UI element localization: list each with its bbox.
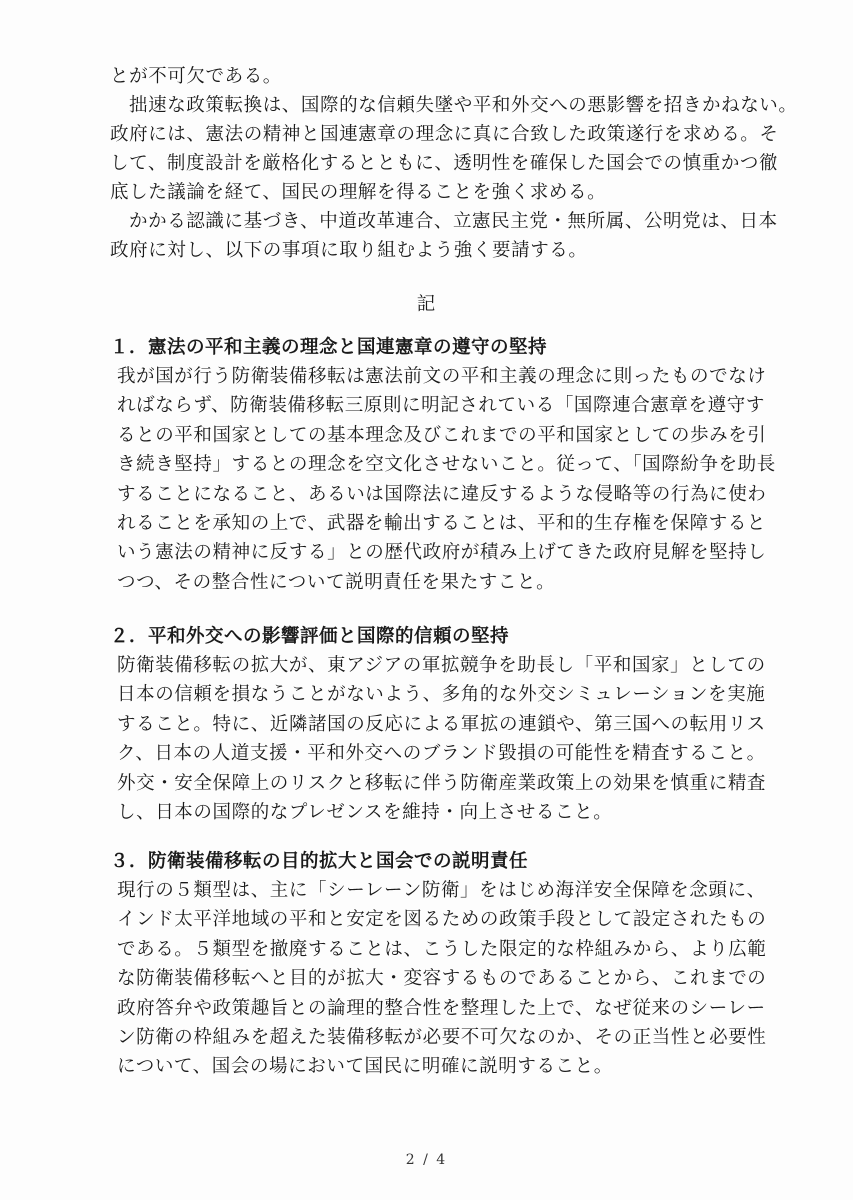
intro-line: 底した議論を経て、国民の理解を得ることを強く求める。 xyxy=(110,182,607,203)
ki-heading: 記 xyxy=(416,294,437,315)
section-heading: ３．防衛装備移転の目的拡大と国会での説明責任 xyxy=(110,851,529,872)
section-line: すること。特に、近隣諸国の反応による軍拡の連鎖や、第三国への転用リス xyxy=(117,713,766,735)
section-line: 外交・安全保障上のリスクと移転に伴う防衛産業政策上の効果を慎重に精査 xyxy=(117,772,767,794)
section-1 xyxy=(110,333,776,597)
section-line: 防衛装備移転の拡大が、東アジアの軍拡競争を助長し「平和国家」としての xyxy=(117,655,766,676)
section-line: れることを承知の上で、武器を輸出することは、平和的生存権を保障すると xyxy=(117,512,767,534)
section-line: し、日本の国際的なプレゼンスを維持・向上させること。 xyxy=(117,801,613,823)
intro-line: とが不可欠である。 xyxy=(110,66,282,87)
section-body xyxy=(110,876,770,1082)
intro-line: 拙速な政策転換は、国際的な信頼失墜や平和外交への悪影響を招きかねない。 xyxy=(129,95,798,116)
section-2 xyxy=(110,622,770,827)
intro-line: 政府には、憲法の精神と国連憲章の理念に真に合致した政策遂行を求める。そ xyxy=(110,124,779,145)
page-number: 2 / 4 xyxy=(405,1152,448,1168)
section-heading: １．憲法の平和主義の理念と国連憲章の遵守の堅持 xyxy=(110,337,548,358)
section-line: いう憲法の精神に反する」との歴代政府が積み上げてきた政府見解を堅持し xyxy=(117,542,767,564)
section-line: な防衛装備移転へと目的が拡大・変容するものであることから、これまでの xyxy=(117,968,767,990)
intro-line: して、制度設計を厳格化するとともに、透明性を確保した国会での慎重かつ徹 xyxy=(110,153,779,174)
section-line: 現行の５類型は、主に「シーレーン防衛」をはじめ海洋安全保障を念頭に、 xyxy=(117,880,766,901)
section-line: 政府答弁や政策趣旨との論理的整合性を整理した上で、なぜ従来のシーレー xyxy=(117,997,766,1019)
section-line: インド太平洋地域の平和と安定を図るための政策手段として設定されたもの xyxy=(117,909,767,931)
section-line: 日本の信頼を損なうことがないよう、多角的な外交シミュレーションを実施 xyxy=(117,684,766,706)
section-line: である。５類型を撤廃することは、こうした限定的な枠組みから、より広範 xyxy=(117,938,767,960)
section-line: ク、日本の人道支援・平和外交へのブランド毀損の可能性を精査すること。 xyxy=(117,743,766,765)
section-line: することになること、あるいは国際法に違反するような侵略等の行為に使わ xyxy=(117,483,767,505)
section-line: ン防衛の枠組みを超えた装備移転が必要不可欠なのか、その正当性と必要性 xyxy=(117,1026,767,1048)
intro-line: 政府に対し、以下の事項に取り組むよう強く要請する。 xyxy=(110,240,588,261)
intro-paragraphs xyxy=(110,62,798,265)
section-heading: ２．平和外交への影響評価と国際的信頼の堅持 xyxy=(110,626,510,647)
section-line: き続き堅持」するとの理念を空文化させないこと。従って、「国際紛争を助長 xyxy=(117,454,776,476)
section-line: について、国会の場において国民に明確に説明すること。 xyxy=(117,1056,613,1078)
section-line: るとの平和国家としての基本理念及びこれまでの平和国家としての歩みを引 xyxy=(117,424,767,446)
intro-line: かかる認識に基づき、中道改革連合、立憲民主党・無所属、公明党は、日本 xyxy=(129,211,778,232)
section-line: ればならず、防衛装備移転三原則に明記されている「国際連合憲章を遵守す xyxy=(117,395,765,417)
section-3 xyxy=(110,847,770,1082)
section-line: 我が国が行う防衛装備移転は憲法前文の平和主義の理念に則ったものでなけ xyxy=(117,366,767,387)
section-body xyxy=(110,362,776,597)
section-body xyxy=(110,651,770,827)
section-line: つつ、その整合性について説明責任を果たすこと。 xyxy=(117,571,556,593)
